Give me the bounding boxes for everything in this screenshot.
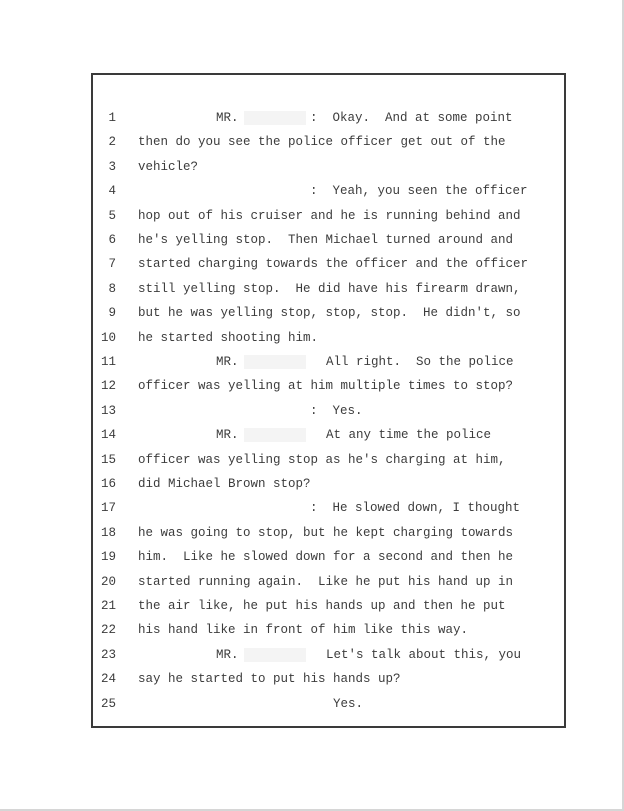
transcript-line [0, 425, 624, 445]
redacted-name [244, 428, 306, 442]
transcript-line [0, 498, 624, 518]
transcript-line [0, 181, 624, 201]
line-number: 25 [100, 696, 116, 711]
transcript-line [0, 523, 624, 543]
redacted-name [244, 355, 306, 369]
speaker-text: : Yes. [310, 403, 363, 418]
speaker-prefix: MR. [216, 355, 239, 369]
line-text: he's yelling stop. Then Michael turned around and [138, 233, 514, 247]
transcript-line [0, 303, 624, 323]
transcript-line [0, 645, 624, 665]
transcript-line [0, 279, 624, 299]
transcript-line [0, 596, 624, 616]
speaker-prefix: MR. [216, 111, 239, 125]
transcript-line [0, 547, 624, 567]
transcript-line [0, 132, 624, 152]
line-number: 18 [100, 525, 116, 540]
line-number: 15 [100, 452, 116, 467]
transcript-line [0, 254, 624, 274]
line-number: 1 [108, 111, 116, 125]
line-number: 3 [108, 159, 116, 174]
transcript-line [0, 450, 624, 470]
transcript-line [0, 376, 624, 396]
line-number: 14 [100, 428, 116, 443]
line-number: 20 [100, 574, 116, 589]
line-text: he was going to stop, but he kept charging towards [138, 525, 514, 540]
line-number: 9 [108, 306, 116, 321]
line-number: 10 [100, 330, 116, 345]
line-text: did Michael Brown stop? [138, 477, 311, 491]
line-text: officer was yelling at him multiple times to stop? [138, 379, 514, 394]
redacted-name [244, 648, 306, 662]
speaker-text: At any time the police [326, 428, 492, 443]
line-text: his hand like in front of him like this way. [138, 623, 469, 638]
line-number: 4 [108, 184, 116, 199]
transcript-line [0, 694, 624, 714]
line-text: him. Like he slowed down for a second and then he [138, 550, 514, 565]
line-number: 21 [100, 599, 116, 613]
line-text: then do you see the police officer get out of the [138, 135, 506, 150]
line-number: 8 [108, 281, 116, 296]
line-text: officer was yelling stop as he's charging at him, [138, 452, 506, 467]
transcript-line [0, 352, 624, 372]
transcript-line [0, 230, 624, 250]
line-number: 2 [108, 135, 116, 150]
line-text: hop out of his cruiser and he is running behind and [138, 208, 521, 223]
line-number: 16 [100, 477, 116, 491]
speaker-prefix: MR. [216, 428, 239, 443]
line-number: 12 [100, 379, 116, 394]
line-number: 11 [100, 355, 116, 369]
transcript-line [0, 206, 624, 226]
line-number: 22 [100, 623, 116, 638]
answer-text: Yes. [333, 696, 364, 711]
line-text: say he started to put his hands up? [138, 672, 401, 687]
line-number: 7 [108, 257, 116, 272]
transcript-line [0, 572, 624, 592]
transcript-line [0, 620, 624, 640]
line-number: 5 [108, 208, 116, 223]
line-number: 19 [100, 550, 116, 565]
transcript-line [0, 328, 624, 348]
line-number: 6 [108, 233, 116, 247]
line-text: vehicle? [138, 159, 199, 174]
speaker-text: : Okay. And at some point [310, 111, 513, 125]
speaker-text: : He slowed down, I thought [310, 501, 521, 516]
transcript-line [0, 401, 624, 421]
transcript-line [0, 669, 624, 689]
line-number: 17 [100, 501, 116, 516]
line-number: 13 [100, 403, 116, 418]
line-text: but he was yelling stop, stop, stop. He didn't, so [138, 306, 521, 321]
line-text: he started shooting him. [138, 330, 319, 345]
line-number: 24 [100, 672, 116, 687]
speaker-prefix: MR. [216, 647, 239, 662]
line-number: 23 [100, 647, 116, 662]
line-text: started charging towards the officer and the officer [138, 257, 529, 272]
redacted-name [244, 111, 306, 125]
transcript-line [0, 157, 624, 177]
line-text: the air like, he put his hands up and then he put [138, 599, 506, 613]
transcript-line [0, 474, 624, 494]
speaker-text: Let's talk about this, you [326, 647, 522, 662]
speaker-text: All right. So the police [326, 355, 514, 369]
line-text: started running again. Like he put his hand up in [138, 574, 514, 589]
line-text: still yelling stop. He did have his firearm drawn, [138, 281, 521, 296]
transcript-line [0, 108, 624, 128]
speaker-text: : Yeah, you seen the officer [310, 184, 528, 199]
